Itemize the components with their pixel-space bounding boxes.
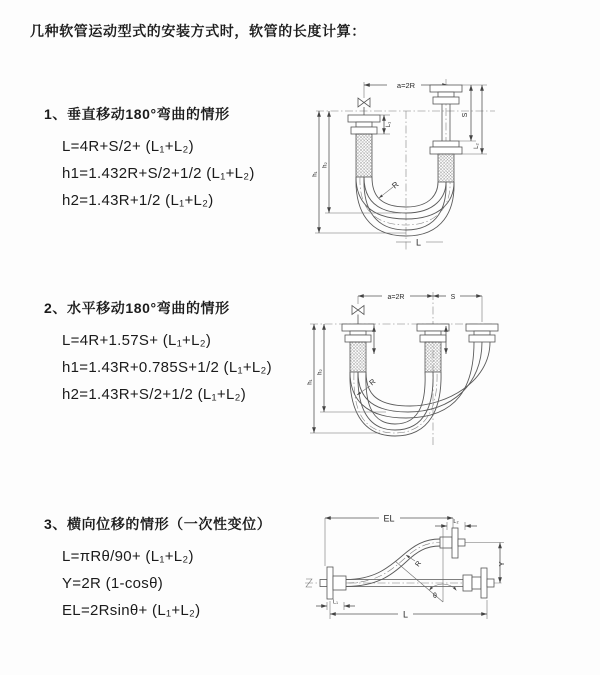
label-l: L [415,237,422,248]
section-3-heading: 3、横向位移的情形（一次性变位） [44,516,272,532]
label-a2r: a=2R [387,294,405,301]
valve-icon [358,98,370,115]
upper-flange [440,528,465,558]
label-r: R [414,560,424,569]
formula-line: Y=2R (1-cosθ) [62,575,164,592]
formula-line: h1=1.43R+0.785S+1/2 (L₁+L₂) [62,359,272,376]
section-1 [44,104,255,214]
label-s: S [462,112,469,118]
formula-line: h1=1.432R+S/2+1/2 (L₁+L₂) [62,165,255,182]
label-h1: h₁ [307,379,314,385]
label-h2: h₂ [317,369,324,375]
formula-line: L=4R+S/2+ (L₁+L₂) [62,138,194,155]
formula-line: EL=2Rsinθ+ (L₁+L₂) [62,602,201,619]
diagram-lateral-displacement [303,506,508,646]
label-h1: h₁ [312,171,319,177]
right-pipe-fitting [466,324,498,342]
left-flange [320,567,346,599]
length-label [396,238,443,248]
section-2 [44,298,272,408]
hose-loops [356,177,454,236]
diagram-vertical-180-bend [313,70,501,256]
label-a2r: a=2R [396,81,416,90]
dimension-l [330,600,487,620]
label-theta: θ [433,593,437,600]
formula-line: h2=1.43R+1/2 (L₁+L₂) [62,192,214,209]
label-l: L [402,609,409,620]
dimension-a2r [358,294,433,301]
label-el: EL [383,513,395,524]
hose-loops [350,342,490,436]
label-r: R [390,179,401,191]
formula-line: L=πRθ/90+ (L₁+L₂) [62,548,194,565]
section-2-heading: 2、水平移动180°弯曲的情形 [44,300,230,316]
section-3 [44,514,271,624]
centerlines [316,79,495,250]
dimension-s [433,294,482,322]
formula-line: L=4R+1.57S+ (L₁+L₂) [62,332,212,349]
valve-icon [352,296,364,324]
dimension-s [459,85,487,141]
label-l2: L₂ [474,143,480,149]
dimension-l1 [316,600,355,611]
formula-line: h2=1.43R+S/2+1/2 (L₁+L₂) [62,386,247,403]
label-y: Y [497,561,506,567]
diagram-horizontal-180-bend [306,284,496,454]
label-l2: L₂ [453,519,459,525]
radius-callout [379,180,401,198]
page-title: 几种软管运动型式的安装方式时，软管的长度计算： [30,23,366,39]
middle-pipe-fitting [417,324,449,372]
label-h2: h₂ [322,162,329,168]
label-r: R [367,376,378,388]
section-1-heading: 1、垂直移动180°弯曲的情形 [44,106,230,122]
label-l1: L₁ [386,121,392,128]
left-pipe-fitting [342,324,374,372]
left-pipe-fitting [348,115,380,177]
label-s: S [450,294,456,301]
label-l1: L₁ [333,599,338,606]
